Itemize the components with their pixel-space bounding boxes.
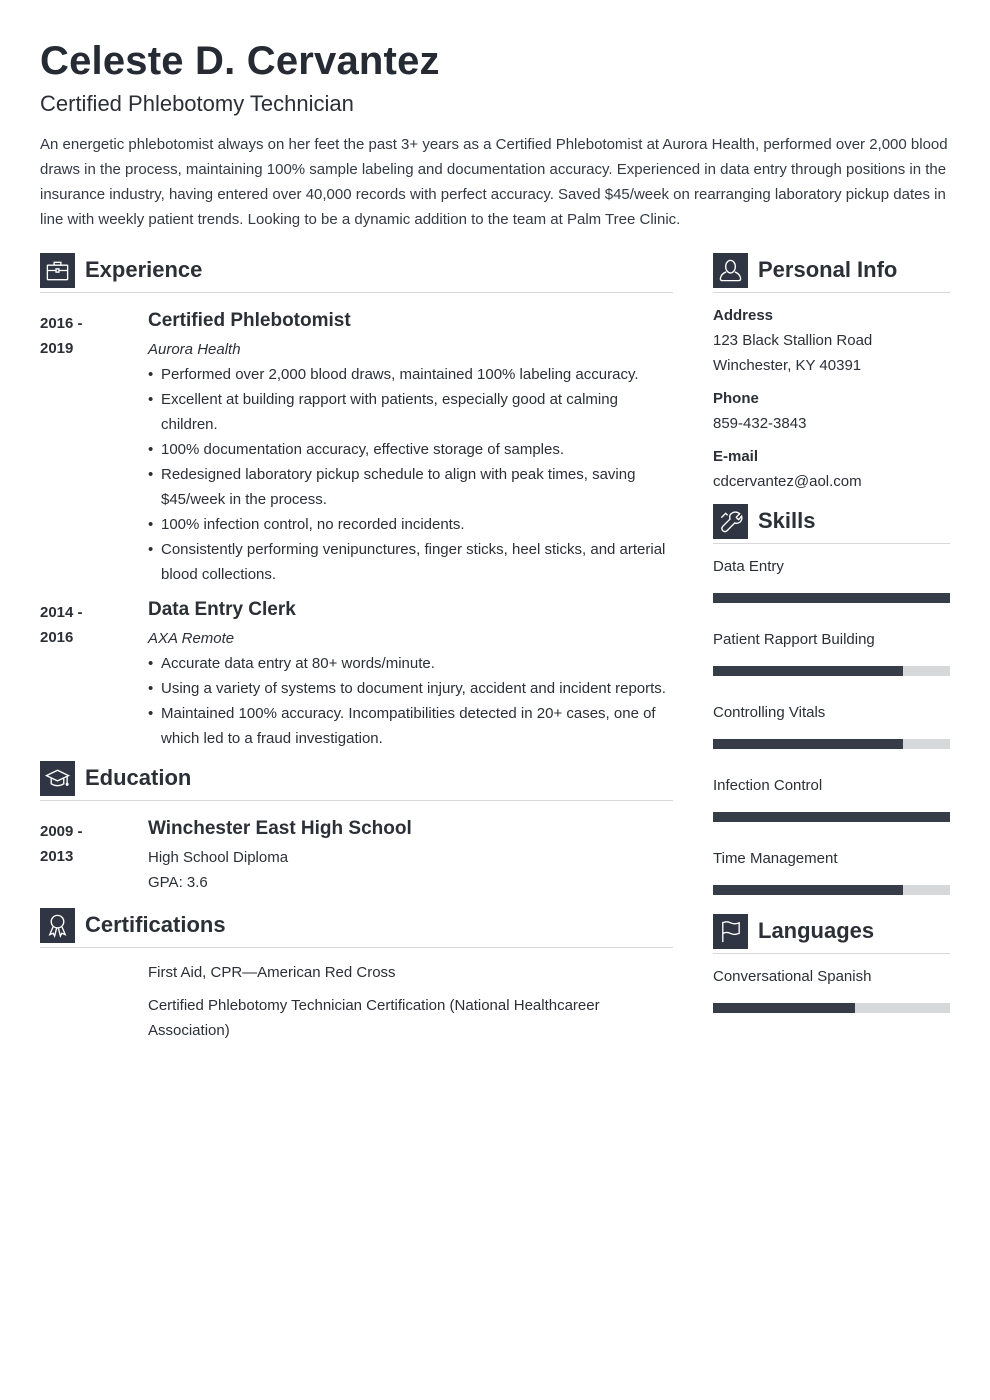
gpa: GPA: 3.6 bbox=[148, 874, 208, 891]
job-dates bbox=[40, 600, 110, 650]
address-label: Address bbox=[713, 307, 774, 324]
languages-heading: Languages bbox=[758, 918, 875, 943]
job-bullets bbox=[148, 651, 673, 751]
phone-value: 859-432-3843 bbox=[713, 415, 807, 432]
briefcase-icon bbox=[40, 253, 75, 288]
languages-list bbox=[713, 966, 950, 1013]
job-entry bbox=[40, 597, 673, 751]
resume-summary: An energetic phlebotomist always on her feet the past 3+ years as a Certified Phlebotomist at Aurora Health, performed over 2,000 blood draws in the process, maintaining 100% sample labeling and documentation accuracy. Experienced in data entry through positions in the insurance industry, having entered over 40,000 records with perfect accuracy. Saved $45/week on rearranging laboratory pickup dates in line with weekly patient trends. Looking to be a dynamic addition to the team at Palm Tree Clinic. bbox=[40, 136, 948, 228]
skill-item bbox=[713, 848, 950, 895]
certification-item: Certified Phlebotomy Technician Certification (National Healthcareer Association) bbox=[148, 997, 600, 1039]
skills-heading: Skills bbox=[758, 508, 816, 533]
certifications-section-header bbox=[40, 908, 673, 948]
email-label: E-mail bbox=[713, 448, 759, 465]
certifications-heading: Certifications bbox=[85, 912, 226, 937]
job-bullet: • Maintained 100% accuracy. Incompatibilities detected in 20+ cases, one of which led to a fraud investigation. bbox=[148, 701, 673, 751]
address-line2: Winchester, KY 40391 bbox=[713, 357, 862, 374]
language-item bbox=[713, 966, 950, 1013]
skill-name: Infection Control bbox=[713, 777, 823, 794]
personal-info-section-header bbox=[713, 253, 950, 293]
job-bullet: • Performed over 2,000 blood draws, maintained 100% labeling accuracy. bbox=[148, 362, 673, 387]
skill-level-fill bbox=[713, 593, 950, 603]
skill-level-fill bbox=[713, 739, 903, 749]
person-icon bbox=[713, 253, 748, 288]
email-value: cdcervantez@aol.com bbox=[713, 473, 862, 490]
skill-level-bar bbox=[713, 666, 950, 676]
skill-level-fill bbox=[713, 812, 950, 822]
skill-name: Time Management bbox=[713, 850, 838, 867]
skill-level-bar bbox=[713, 885, 950, 895]
job-company: AXA Remote bbox=[148, 630, 235, 647]
skill-name: Controlling Vitals bbox=[713, 704, 826, 721]
wrench-icon bbox=[713, 504, 748, 539]
job-dates bbox=[40, 311, 110, 361]
main-column bbox=[40, 253, 673, 1051]
languages-section-header bbox=[713, 914, 950, 954]
job-bullet: • Redesigned laboratory pickup schedule to align with peak times, saving $45/week in the process. bbox=[148, 462, 673, 512]
job-role: Certified Phlebotomist bbox=[148, 310, 351, 331]
job-start: 2014 - bbox=[40, 604, 83, 621]
job-bullet: • 100% documentation accuracy, effective storage of samples. bbox=[148, 437, 673, 462]
education-heading: Education bbox=[85, 765, 192, 790]
award-ribbon-icon bbox=[40, 908, 75, 943]
graduation-cap-icon bbox=[40, 761, 75, 796]
language-name: Conversational Spanish bbox=[713, 968, 872, 985]
job-start: 2016 - bbox=[40, 315, 83, 332]
personal-info-heading: Personal Info bbox=[758, 257, 898, 282]
job-entry bbox=[40, 308, 673, 587]
skill-name: Data Entry bbox=[713, 558, 784, 575]
certification-item: First Aid, CPR—American Red Cross bbox=[148, 964, 396, 981]
flag-icon bbox=[713, 914, 748, 949]
education-end: 2013 bbox=[40, 848, 74, 865]
education-section-header bbox=[40, 761, 673, 801]
job-bullet: • Consistently performing venipunctures, finger sticks, heel sticks, and arterial blood collections. bbox=[148, 537, 673, 587]
education-entry bbox=[40, 816, 673, 895]
degree: High School Diploma bbox=[148, 849, 289, 866]
address-line1: 123 Black Stallion Road bbox=[713, 332, 873, 349]
skill-item bbox=[713, 629, 950, 676]
resume-job-title: Certified Phlebotomy Technician bbox=[40, 91, 354, 116]
education-dates bbox=[40, 819, 110, 869]
job-bullet: • Using a variety of systems to document injury, accident and incident reports. bbox=[148, 676, 673, 701]
job-end: 2016 bbox=[40, 629, 74, 646]
job-role: Data Entry Clerk bbox=[148, 599, 296, 620]
skill-level-fill bbox=[713, 666, 903, 676]
sidebar-column bbox=[713, 253, 950, 1013]
skill-level-bar bbox=[713, 739, 950, 749]
language-level-fill bbox=[713, 1003, 855, 1013]
phone-label: Phone bbox=[713, 390, 759, 407]
job-company: Aurora Health bbox=[148, 341, 241, 358]
skill-name: Patient Rapport Building bbox=[713, 631, 875, 648]
education-start: 2009 - bbox=[40, 823, 83, 840]
certifications-list bbox=[148, 960, 673, 1043]
experience-heading: Experience bbox=[85, 257, 203, 282]
skill-level-fill bbox=[713, 885, 903, 895]
skill-level-bar bbox=[713, 593, 950, 603]
job-end: 2019 bbox=[40, 340, 74, 357]
skill-level-bar bbox=[713, 812, 950, 822]
skill-item bbox=[713, 556, 950, 603]
skills-section-header bbox=[713, 504, 950, 544]
skill-item bbox=[713, 702, 950, 749]
experience-section-header bbox=[40, 253, 673, 293]
job-bullet: • 100% infection control, no recorded incidents. bbox=[148, 512, 673, 537]
skill-item bbox=[713, 775, 950, 822]
job-bullet: • Accurate data entry at 80+ words/minute. bbox=[148, 651, 673, 676]
job-bullet: • Excellent at building rapport with patients, especially good at calming children. bbox=[148, 387, 673, 437]
resume-name: Celeste D. Cervantez bbox=[40, 39, 440, 83]
job-bullets bbox=[148, 362, 673, 587]
skills-list bbox=[713, 556, 950, 895]
school-name: Winchester East High School bbox=[148, 818, 412, 839]
language-level-bar bbox=[713, 1003, 950, 1013]
